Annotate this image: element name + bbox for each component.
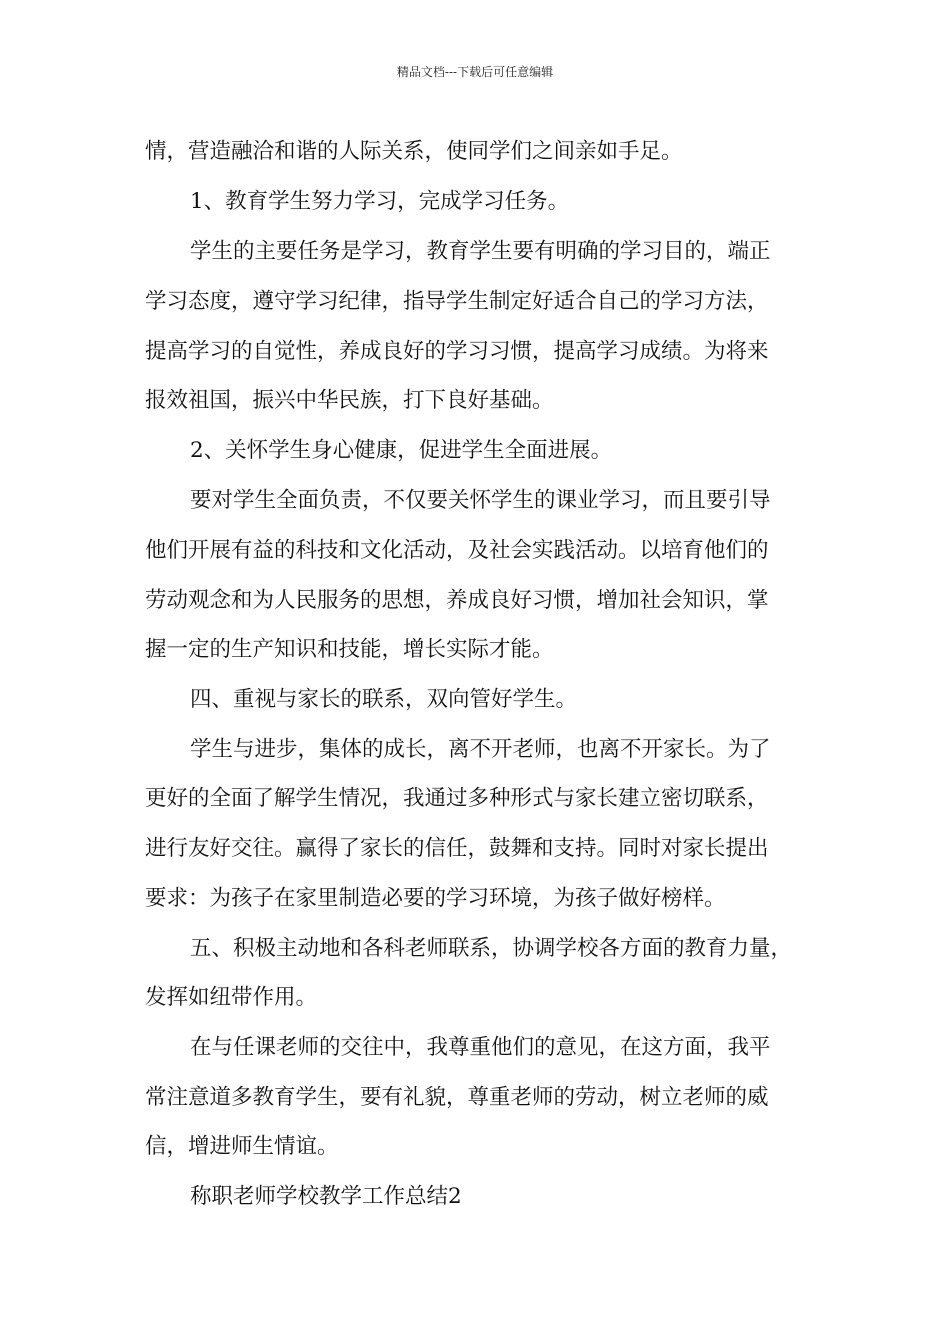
paragraph-line: 要对学生全面负责，不仅要关怀学生的课业学习，而且要引导	[190, 488, 771, 513]
list-item-heading: 1、教育学生努力学习，完成学习任务。	[190, 189, 570, 214]
paragraph-line: 要求：为孩子在家里制造必要的学习环境，为孩子做好榜样。	[145, 886, 726, 911]
paragraph-line: 劳动观念和为人民服务的思想，养成良好习惯，增加社会知识，掌	[145, 588, 769, 613]
paragraph-line: 握一定的生产知识和技能，增长实际才能。	[145, 637, 554, 662]
paragraph-line: 学习态度，遵守学习纪律，指导学生制定好适合自己的学习方法，	[145, 289, 769, 314]
paragraph-line: 报效祖国，振兴中华民族，打下良好基础。	[145, 388, 554, 413]
paragraph-line: 学生与进步，集体的成长，离不开老师，也离不开家长。为了	[190, 737, 771, 762]
list-item-heading: 2、关怀学生身心健康，促进学生全面进展。	[190, 438, 613, 463]
page-header: 精品文档---下载后可任意编辑	[396, 65, 554, 79]
section-heading: 五、积极主动地和各科老师联系，协调学校各方面的教育力量，	[190, 936, 793, 961]
paragraph-line: 学生的主要任务是学习，教育学生要有明确的学习目的，端正	[190, 239, 771, 264]
paragraph-line: 提高学习的自觉性，养成良好的学习习惯，提高学习成绩。为将来	[145, 339, 769, 364]
section-heading-continued: 发挥如纽带作用。	[145, 985, 318, 1010]
section-heading: 四、重视与家长的联系，双向管好学生。	[190, 687, 578, 712]
paragraph-line: 情，营造融洽和谐的人际关系，使同学们之间亲如手足。	[145, 139, 683, 164]
paragraph-line: 信，增进师生情谊。	[145, 1134, 339, 1159]
paragraph-line: 常注意道多教育学生，要有礼貌，尊重老师的劳动，树立老师的威	[145, 1085, 769, 1110]
paragraph-line: 进行友好交往。赢得了家长的信任，鼓舞和支持。同时对家长提出	[145, 836, 769, 861]
paragraph-line: 更好的全面了解学生情况，我通过多种形式与家长建立密切联系，	[145, 786, 769, 811]
paragraph-line: 他们开展有益的科技和文化活动，及社会实践活动。以培育他们的	[145, 538, 769, 563]
paragraph-line: 在与任课老师的交往中，我尊重他们的意见，在这方面，我平	[190, 1035, 771, 1060]
document-title: 称职老师学校教学工作总结2	[190, 1184, 462, 1209]
